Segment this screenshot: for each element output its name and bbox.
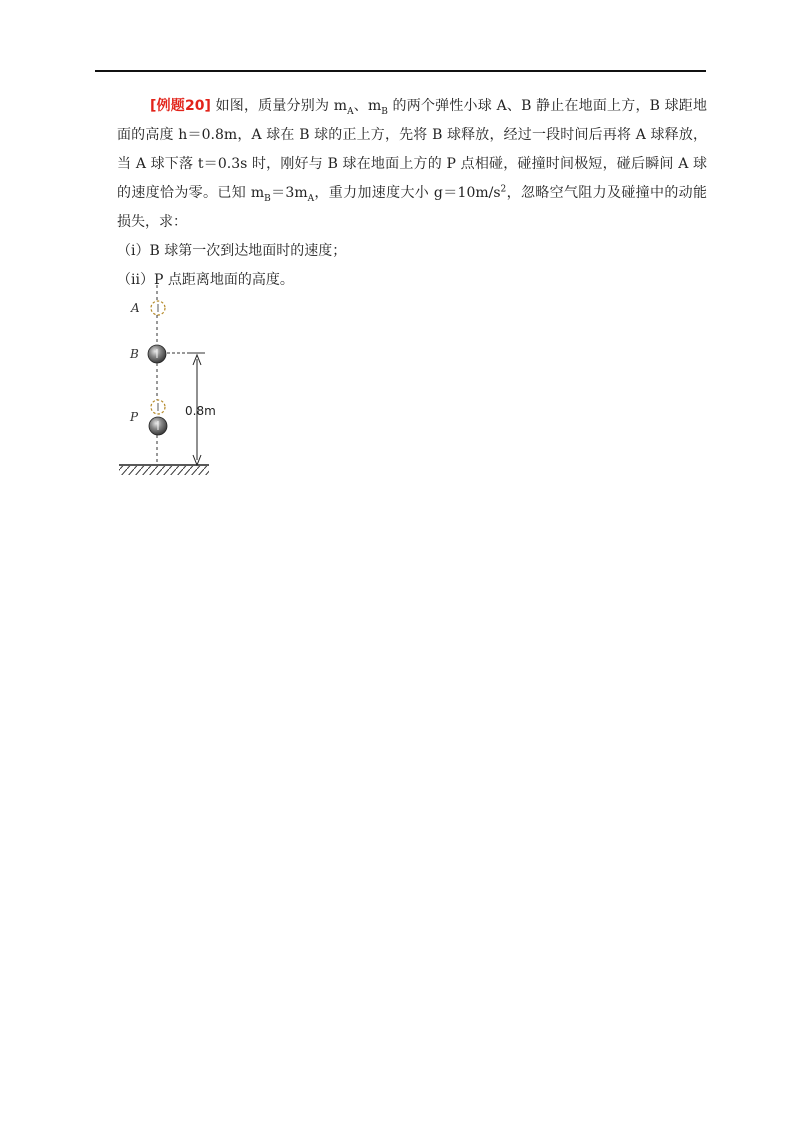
figure-svg [113, 285, 223, 485]
problem-tag: [例题20] [150, 98, 211, 114]
label-p: P [130, 410, 139, 424]
label-b: B [130, 347, 139, 361]
problem-block [117, 92, 707, 295]
problem-text-5: ，重力加速度大小 g＝10m/s [314, 185, 501, 201]
problem-text-4: ＝3m [270, 185, 308, 201]
physics-figure [113, 285, 223, 485]
subscript-a: A [347, 106, 354, 117]
superscript-2: 2 [500, 184, 507, 195]
subscript-b: B [381, 106, 388, 117]
problem-statement [117, 92, 707, 237]
question-2: （ii）P 点距离地面的高度。 [117, 272, 294, 288]
problem-text-3: 的两个弹性小球 A、B 静止在地面上方，B 球距地面的高度 h＝0.8m，A 球在 B 球的正上方，先将 B 球释放，经过一段时间后再将 A 球释放，当 A 球下落 t＝0.3s 时，刚好与 B 球在地面上方的 P 点相碰，碰撞时间极短，碰后瞬间 A 球的速度恰为零。已知 m [117, 98, 707, 201]
header-rule [95, 70, 706, 72]
problem-text-2: 、m [353, 98, 382, 114]
problem-text-6: ，忽略空气阻力及碰撞中的动能损失，求： [117, 185, 708, 230]
subscript-a-2: A [307, 193, 315, 204]
height-label: 0.8m [185, 404, 216, 418]
ground-hatch [119, 466, 209, 475]
problem-text-1: 如图，质量分别为 m [210, 98, 348, 114]
question-1: （i）B 球第一次到达地面时的速度； [117, 243, 347, 259]
label-a: A [131, 301, 140, 315]
subscript-b-2: B [264, 193, 271, 204]
